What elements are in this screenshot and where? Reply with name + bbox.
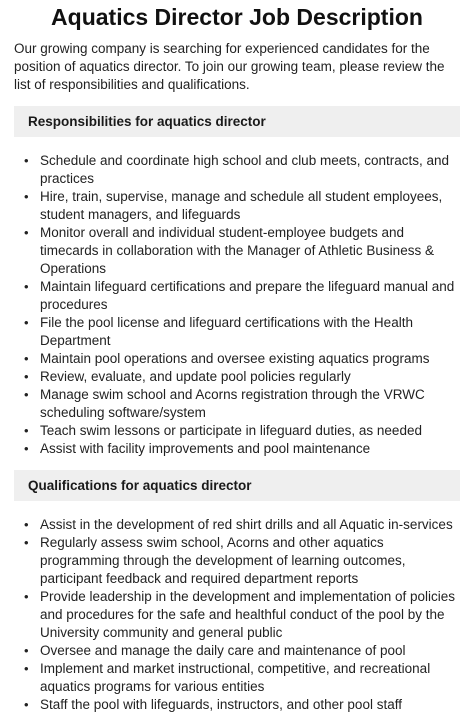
list-item bbox=[14, 152, 460, 188]
list-item bbox=[14, 660, 460, 696]
bullet-icon: • bbox=[24, 517, 29, 532]
bullet-icon: • bbox=[24, 423, 29, 438]
list-item bbox=[14, 534, 460, 588]
responsibilities-heading: Responsibilities for aquatics director bbox=[14, 106, 460, 137]
bullet-icon: • bbox=[24, 661, 29, 676]
list-item bbox=[14, 696, 460, 714]
list-item-text: Review, evaluate, and update pool policies regularly bbox=[40, 369, 351, 384]
list-item-text: Oversee and manage the daily care and maintenance of pool bbox=[40, 643, 406, 658]
list-item-text: Manage swim school and Acorns registration through the VRWC scheduling software/system bbox=[40, 387, 425, 420]
bullet-icon: • bbox=[24, 315, 29, 330]
list-item bbox=[14, 588, 460, 642]
page-title: Aquatics Director Job Description bbox=[51, 4, 423, 30]
list-item bbox=[14, 642, 460, 660]
list-item bbox=[14, 386, 460, 422]
bullet-icon: • bbox=[24, 535, 29, 550]
list-item-text: Implement and market instructional, competitive, and recreational aquatics programs for various entities bbox=[40, 661, 431, 694]
bullet-icon: • bbox=[24, 697, 29, 712]
list-item-text: Assist with facility improvements and pool maintenance bbox=[40, 441, 371, 456]
list-item bbox=[14, 440, 460, 458]
bullet-icon: • bbox=[24, 369, 29, 384]
list-item bbox=[14, 368, 460, 386]
list-item-text: Schedule and coordinate high school and club meets, contracts, and practices bbox=[40, 153, 450, 186]
bullet-icon: • bbox=[24, 225, 29, 240]
list-item bbox=[14, 422, 460, 440]
bullet-icon: • bbox=[24, 387, 29, 402]
bullet-icon: • bbox=[24, 351, 29, 366]
list-item bbox=[14, 188, 460, 224]
list-item-text: Teach swim lessons or participate in lifeguard duties, as needed bbox=[40, 423, 422, 438]
list-item-text: Assist in the development of red shirt drills and all Aquatic in-services bbox=[40, 517, 453, 532]
list-item-text: Maintain pool operations and oversee existing aquatics programs bbox=[40, 351, 430, 366]
list-item bbox=[14, 314, 460, 350]
bullet-icon: • bbox=[24, 643, 29, 658]
responsibilities-list bbox=[14, 152, 460, 458]
bullet-icon: • bbox=[24, 279, 29, 294]
bullet-icon: • bbox=[24, 589, 29, 604]
list-item bbox=[14, 278, 460, 314]
list-item-text: Monitor overall and individual student-employee budgets and timecards in collaboration with the Manager of Athletic Business & Operations bbox=[40, 225, 434, 276]
list-item bbox=[14, 224, 460, 278]
list-item-text: Hire, train, supervise, manage and schedule all student employees, student managers, and lifeguards bbox=[40, 189, 443, 222]
list-item-text: Maintain lifeguard certifications and prepare the lifeguard manual and procedures bbox=[40, 279, 455, 312]
intro-paragraph: Our growing company is searching for experienced candidates for the position of aquatics director. To join our growing team, please review the list of responsibilities and qualifications. bbox=[14, 41, 445, 92]
list-item-text: Staff the pool with lifeguards, instructors, and other pool staff bbox=[40, 697, 402, 712]
list-item-text: Provide leadership in the development and implementation of policies and procedures for the safe and healthful conduct of the pool by the University community and general public bbox=[40, 589, 455, 640]
list-item bbox=[14, 350, 460, 368]
qualifications-list bbox=[14, 516, 460, 714]
list-item-text: File the pool license and lifeguard certifications with the Health Department bbox=[40, 315, 413, 348]
qualifications-heading: Qualifications for aquatics director bbox=[14, 470, 460, 501]
bullet-icon: • bbox=[24, 441, 29, 456]
bullet-icon: • bbox=[24, 189, 29, 204]
bullet-icon: • bbox=[24, 153, 29, 168]
list-item-text: Regularly assess swim school, Acorns and other aquatics programming through the development of learning outcomes, participant feedback and required department reports bbox=[40, 535, 406, 586]
list-item bbox=[14, 516, 460, 534]
